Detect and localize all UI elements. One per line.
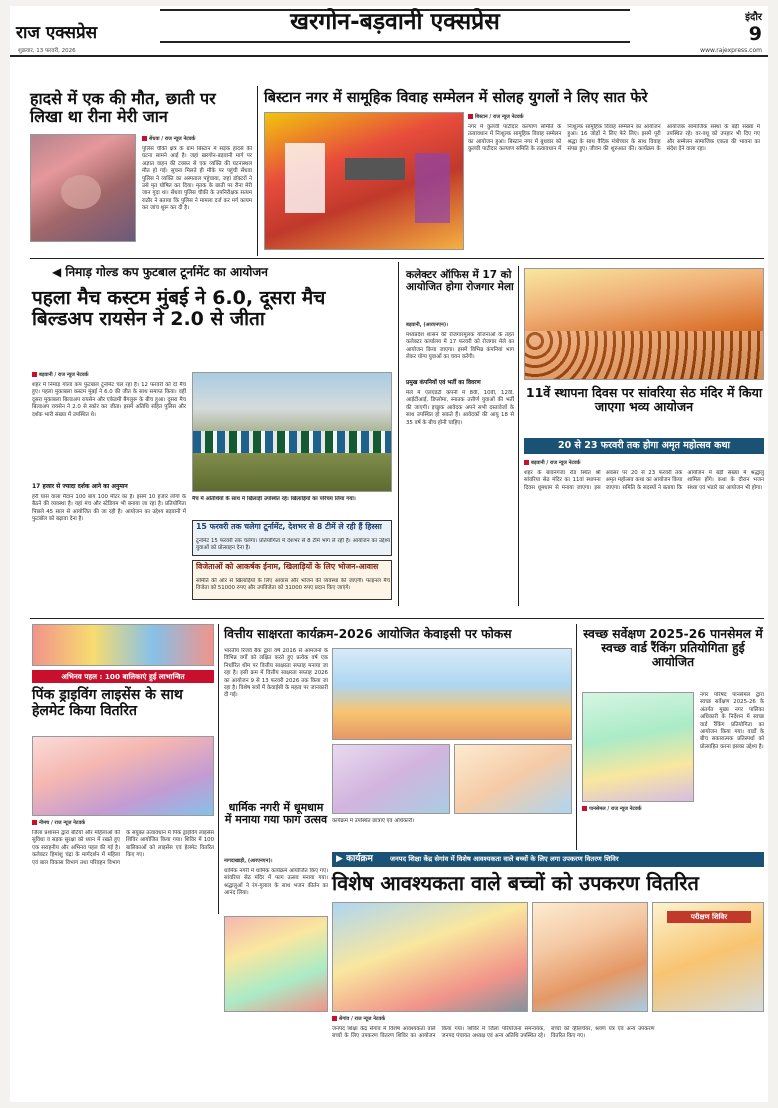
col-rule xyxy=(257,86,258,256)
col-rule xyxy=(398,262,399,606)
story10-body: जनपद शिक्षा केंद्र सेगांव में विशेष आवश्यकता वाले बच्चों के लिए उपकरण वितरण शिविर का आयोजन किया गया। शिविर में जिला परियोजना समन्वयक, जनपद पंचायत अध्यक्ष एवं अन्य अतिथि उपस्थित रहे। बच्चों को व्हीलचेयर, श्रवण यंत्र एवं अन्य उपकरण वितरित किए गए। xyxy=(332,1026,655,1040)
story4-body2: मेले में एलएंडटी कंपनी में 8वीं, 10वीं, 12वीं, आईटीआई, डिप्लोमा, स्नातक उत्तीर्ण युवाओं की भर्ती की जाएगी। इच्छुक आवेदक अपने सभी दस्तावेजों के साथ उपस्थित हो सकते हैं। आवेदकों की आयु 18 से 35 वर्ष के बीच होनी चाहिए। xyxy=(406,390,514,426)
story1-dateline: सेंधवा / राज न्यूज नेटवर्क xyxy=(142,136,195,142)
story8-photo xyxy=(224,916,328,1012)
story10-kicker-text: जनपद शिक्षा केंद्र सेगांव में विशेष आवश्यकता वाले बच्चों के लिए लगा उपकरण वितरण शिविर xyxy=(390,855,619,863)
story4-subhead: प्रमुख कंपनियों एवं भर्ती का विवरण xyxy=(406,380,481,386)
story6-banner: अभिनव पहल : 100 बालिकाएं हुई लाभान्वित xyxy=(32,670,214,683)
story6-dateline: नीमच / राज न्यूज नेटवर्क xyxy=(32,820,85,826)
story7-photo-3 xyxy=(454,744,572,814)
story3-winner-headline: विजेताओं को आकर्षक ईनाम, खिलाड़ियों के लिए भोजन-आवास xyxy=(196,562,379,571)
story10-dateline: सेगांव / राज न्यूज नेटवर्क xyxy=(332,1016,385,1022)
story10-headline: विशेष आवश्यकता वाले बच्चों को उपकरण वितरित xyxy=(332,871,699,895)
story1-photo xyxy=(30,134,136,242)
story3-body: शहर में निमाड़ गोल्ड कप फुटबाल टूर्नामेंट चल रहा है। 12 फरवरी को दो मैच हुए। पहला मुकाबला कस्टम मुंबई ने 6.0 की जीत के साथ समाप्त किया। वहीं दूसरा मुकाबला बिल्डअप रायसेन और एकेडमी बैंगलुरू के बीच हुआ। दूसरा मैच बिल्डअप रायसेन ने 2.0 से स्कोर कर जीता। इसमें अतिथि सहित पुलिस और दर्शक भारी संख्या में उपस्थित थे। xyxy=(32,382,186,418)
story10-photo-2 xyxy=(532,902,648,1012)
story10-photo-1 xyxy=(332,902,528,1012)
col-rule xyxy=(576,624,577,850)
story7-photo-1 xyxy=(332,648,572,740)
story6-headline: पिंक ड्राइविंग लाइसेंस के साथ हेलमेट किया वितरित xyxy=(32,687,183,719)
story2-body: नगर में कुलवी पाटीदार कल्याण समिति के तत्वावधान में निःशुल्क सामूहिक विवाह सम्मेलन का आयोजन हुआ। बिस्टान नगर में बुधवार को कुलवी पाटीदार कल्याण समिति के तत्वावधान में निःशुल्क सामूहिक विवाह सम्मेलन का आयोजन हुआ। 16 जोड़ों ने लिए फेरे लिए। इसमें पूरी श्रद्धा के साथ वैदिक मंत्रोच्चार के साथ विवाह संपन्न हुए। जीवन की शुरुआत की। कार्यक्रम के आयोजक सामाजिक संस्था के बड़ी संख्या में उपस्थित रहे। वर-वधू को उपहार भी दिए गए और सम्मेलन सामाजिक एकता की भावना का संदेश देने वाला रहा। xyxy=(468,124,760,153)
story10-photo-banner: परीक्षण शिविर xyxy=(667,911,751,923)
story5-photo xyxy=(524,268,764,380)
issue-date: शुक्रवार, 13 फरवरी, 2026 xyxy=(18,48,76,54)
newspaper-page xyxy=(10,6,768,1102)
story1-body: पुलिस चौकी क्षेत्र के ग्राम बिस्टान में सड़क हादसे की घटना सामने आई है। जहां खरगोन-बड़वानी मार्ग पर अज्ञात वाहन की टक्कर से एक व्यक्ति की घटनास्थल मौत हो गई। सूचना मिलते ही मौके पर पहुंची सेंधवा पुलिस ने व्यक्ति का अस्पताल पहुंचाया, जहां डॉक्टरों ने उसे मृत घोषित कर दिया। मृतक के छाती पर रीना मेरी जान गुदा था। सेंधवा पुलिस चौकी के उपनिरीक्षक सत्यम राठौर ने बताया कि पुलिस ने मामला दर्ज कर मर्ग कायम कर जांच शुरू कर दी है। xyxy=(142,146,252,212)
story3-promo-headline: 15 फरवरी तक चलेगा टूर्नामेंट, देशभर से 8 टीमें ले रही हैं हिस्सा xyxy=(196,522,382,531)
story4-dateline: बड़वानी, (आरएनएन)। xyxy=(406,322,449,328)
story7-body: भारतीय रिजर्व बैंक द्वारा वर्ष 2016 से आमजनों के विभिन्न वर्गों को लक्षित करते हुए प्रत्येक वर्ष एक निर्धारित थीम पर वित्तीय साक्षरता सप्ताह मनाया जा रहा है। इसी क्रम में वित्तीय साक्षरता सप्ताह 2026 का आयोजन 9 से 13 फरवरी 2026 तक किया जा रहा है। विशेष सत्रों में केवाईसी के महत्व पर जानकारी दी गई। xyxy=(224,648,328,699)
story7-caption: कार्यक्रम में उपस्थित छात्राएं एवं अधिकारी। xyxy=(332,818,415,824)
page-number: 9 xyxy=(748,23,762,45)
row-rule xyxy=(30,618,764,619)
story3-kicker: ◀ निमाड़ गोल्ड कप फुटबाल टूर्नामेंट का आयोजन xyxy=(52,265,268,279)
story7-headline: वित्तीय साक्षरता कार्यक्रम-2026 आयोजित केवाइसी पर फोकस xyxy=(224,627,512,641)
story3-dateline: बड़वानी / राज न्यूज नेटवर्क xyxy=(32,372,89,378)
story1-headline: हादसे में एक की मौत, छाती पर लिखा था रीना मेरी जान xyxy=(30,89,216,126)
row-rule xyxy=(30,258,764,259)
section-title: खरगोन-बड़वानी एक्सप्रेस xyxy=(290,9,500,35)
story3-winner-body: समिति की ओर से खिलाड़ियों के लिए आवास और भोजन की व्यवस्था की जाएगी। फाइनल मैच विजेता को 51000 रुपए और उपविजेता को 31000 रुपए प्रदान किए जाएंगे। xyxy=(196,578,390,592)
story8-body: धार्मिक नगरी में धार्मिक कार्यक्रम आयोजित किए गए। सांवरिया सेठ मंदिर में फाग उत्सव मनाया गया। श्रद्धालुओं ने रंग-गुलाल के साथ भजन कीर्तन का आनंद लिया। xyxy=(224,868,328,897)
masthead xyxy=(10,6,768,56)
masthead-rule xyxy=(10,55,768,57)
brand-name: राज एक्सप्रेस xyxy=(16,23,98,43)
story3-promo-body: टूर्नामेंट 15 फरवरी तक चलेगा। प्रतियोगिता में देशभर से 8 टीमें भाग ले रही हैं। आयोजन का उद्देश्य युवाओं को प्रोत्साहन देना है। xyxy=(196,538,390,552)
story10-kicker: ▶ कार्यक्रम xyxy=(336,854,373,864)
story3-headline: पहला मैच कस्टम मुंबई ने 6.0, दूसरा मैच बिल्डअप रायसेन ने 2.0 से जीता xyxy=(32,287,326,331)
story9-headline: स्वच्छ सर्वेक्षण 2025-26 पानसेमल में स्वच्छ वार्ड रैंकिंग प्रतियोगिता हुई आयोजित xyxy=(583,627,763,669)
story7-photo-2 xyxy=(332,744,450,814)
story9-photo xyxy=(582,692,694,802)
story4-body: मध्यप्रदेश शासन की रोजगारमूलक योजनाओं के तहत कलेक्टर कार्यालय में 17 फरवरी को रोजगार मेले का आयोजन किया जाएगा। इसमें विभिन्न कंपनियां भाग लेकर योग्य युवाओं का चयन करेंगी। xyxy=(406,332,514,361)
story5-strap: 20 से 23 फरवरी तक होगा अमृत महोत्सव कथा xyxy=(524,438,764,454)
story2-headline: बिस्टान नगर में सामूहिक विवाह सम्मेलन में सोलह युगलों ने लिए सात फेरे xyxy=(264,90,648,106)
story8-headline: धार्मिक नगरी में धूमधाम में मनाया गया फाग उत्सव xyxy=(224,801,328,827)
story10-photo-3 xyxy=(652,902,764,1012)
story5-dateline: बड़वानी / राज न्यूज नेटवर्क xyxy=(524,460,581,466)
story8-dateline: नागदाखाड़ी, (आरएनएन)। xyxy=(224,858,273,864)
story3-subhead: 17 हजार से ज्यादा दर्शक आने का अनुमान xyxy=(32,483,128,490)
story6-top-photo xyxy=(32,624,214,666)
story3-caption: मैच में अतिथियों के साथ में खिलाड़ी उपस्थित रहे। खिलाड़ियों का परिचय लिया गया। xyxy=(192,496,356,502)
website: www.rajexpress.com xyxy=(700,47,762,54)
col-rule xyxy=(218,624,219,914)
story2-photo xyxy=(264,112,464,250)
story6-photo xyxy=(32,736,214,816)
story9-body: नगर परिषद पानसेमल द्वारा स्वच्छ सर्वेक्षण 2025-26 के अंतर्गत मुख्य नगर पालिका अधिकारी के निर्देशन में स्वच्छ वार्ड रैंकिंग प्रतियोगिता का आयोजन किया गया। वार्डों के बीच सकारात्मक प्रतिस्पर्धा को प्रोत्साहित करना इसका उद्देश्य है। xyxy=(700,692,764,750)
story3-body2: हरी घास वाला मैदान 100 बाय 100 मीटर का है। इसमें 10 हजार लोगों के बैठने की व्यवस्था है। यहां मंच और स्टेडियम भी बनाया जा रहा है। प्रतियोगिता पिछले 45 साल से आयोजित की जा रही है। आयोजन का उद्देश्य बड़वानी में फुटबॉल को बढ़ावा देना है। xyxy=(32,494,186,523)
col-rule xyxy=(518,266,519,606)
story6-body: जिला प्रशासन द्वारा बेटियों और महिलाओं की सुविधा व सड़क सुरक्षा को ध्यान में रखते हुए एक सराहनीय और अभिनव पहल की गई है। कलेक्टर हिमांशु चंद्रा के मार्गदर्शन में महिला एवं बाल विकास विभाग तथा परिवहन विभाग के संयुक्त तत्वावधान में पिंक ड्राइविंग लाइसेंस शिविर आयोजित किया गया। शिविर में 100 बालिकाओं को लाइसेंस एवं हेलमेट वितरित किए गए। xyxy=(32,830,214,866)
story5-body: शहर के बावनगजा रोड स्थित श्री सांवरिया सेठ मंदिर का 11वां स्थापना दिवस धूमधाम से मनाया जाएगा। इस अवसर पर 20 से 23 फरवरी तक अमृत महोत्सव कथा का आयोजन किया जाएगा। समिति के सदस्यों ने बताया कि आयोजन में बड़ी संख्या में श्रद्धालु शामिल होंगे। कथा के दौरान भजन संध्या एवं भंडारे का आयोजन भी होगा। xyxy=(524,470,764,491)
story2-dateline: बिस्टान / राज न्यूज नेटवर्क xyxy=(468,114,524,120)
story3-photo xyxy=(192,372,392,492)
edition-city: इंदौर xyxy=(745,12,762,23)
story9-dateline: पानसेमल / राज न्यूज नेटवर्क xyxy=(582,806,642,812)
story4-headline: कलेक्टर ऑफिस में 17 को आयोजित होगा रोजगार मेला xyxy=(406,269,514,293)
story5-headline: 11वें स्थापना दिवस पर सांवरिया सेठ मंदिर में किया जाएगा भव्य आयोजन xyxy=(525,385,763,414)
